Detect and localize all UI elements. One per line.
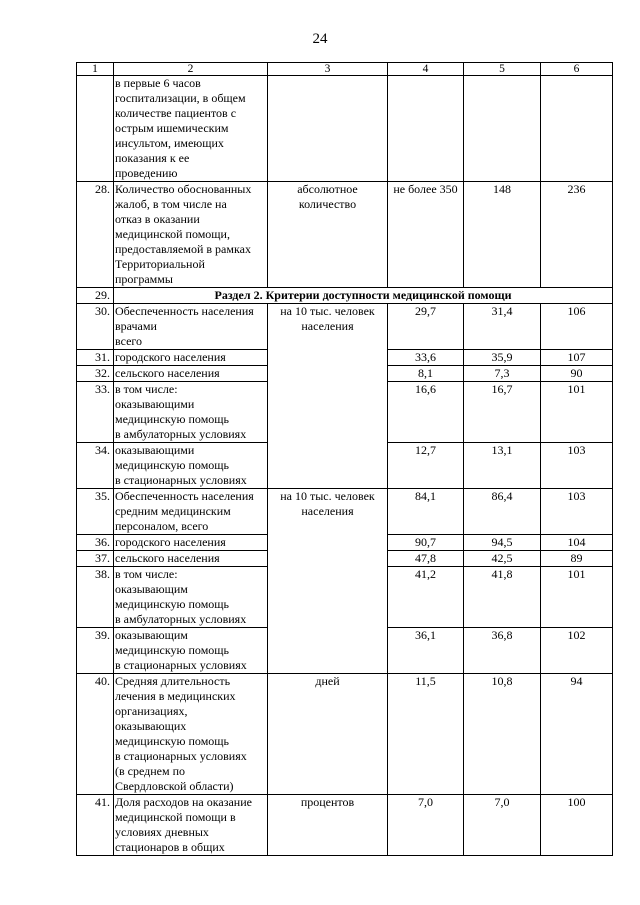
indicator-name [114, 366, 268, 382]
unit-cell [268, 674, 388, 795]
unit-cell [268, 182, 388, 288]
value-target: 84,1 [388, 489, 464, 535]
value-target: 41,2 [388, 567, 464, 628]
indicator-name [114, 382, 268, 443]
indicator-name-line: отказ в оказании [115, 212, 200, 226]
unit-line: на 10 тыс. человек [280, 304, 375, 318]
value-target: 8,1 [388, 366, 464, 382]
unit-cell [268, 76, 388, 182]
value-actual: 94,5 [464, 535, 541, 551]
section-row [77, 288, 613, 304]
value-percent: 103 [541, 443, 613, 489]
value-actual: 86,4 [464, 489, 541, 535]
indicator-name-line: медицинскую помощь [115, 412, 230, 426]
indicator-name-line: острым ишемическим [115, 121, 229, 135]
indicator-name-line: стационаров в общих [115, 840, 225, 854]
indicator-name-line: всего [115, 334, 143, 348]
value-actual [464, 76, 541, 182]
indicator-name-line: в стационарных условиях [115, 473, 247, 487]
indicator-name-line: врачами [115, 319, 157, 333]
value-target: 29,7 [388, 304, 464, 350]
table-row [77, 304, 613, 350]
table-row [77, 674, 613, 795]
indicator-name [114, 76, 268, 182]
value-percent: 90 [541, 366, 613, 382]
value-percent: 102 [541, 628, 613, 674]
indicator-name-line: городского населения [115, 535, 226, 549]
value-percent: 106 [541, 304, 613, 350]
row-number: 28. [77, 182, 114, 288]
section-title: Раздел 2. Критерии доступности медицинской помощи [114, 288, 613, 304]
row-number: 34. [77, 443, 114, 489]
indicator-name-line: Свердловской области) [115, 779, 234, 793]
indicator-name-line: показания к ее [115, 151, 190, 165]
unit-line: населения [301, 504, 354, 518]
indicator-name-line: оказывающим [115, 582, 188, 596]
row-number: 32. [77, 366, 114, 382]
indicator-name-line: оказывающих [115, 719, 187, 733]
value-percent: 103 [541, 489, 613, 535]
table-row [77, 795, 613, 856]
indicator-name-line: в стационарных условиях [115, 658, 247, 672]
indicator-name-line: лечения в медицинских [115, 689, 236, 703]
value-target: 11,5 [388, 674, 464, 795]
indicator-name [114, 489, 268, 535]
unit-cell [268, 795, 388, 856]
value-percent: 107 [541, 350, 613, 366]
value-actual: 35,9 [464, 350, 541, 366]
value-percent: 236 [541, 182, 613, 288]
value-actual: 42,5 [464, 551, 541, 567]
header-cell: 4 [388, 63, 464, 76]
indicator-name-line: медицинскую помощь [115, 734, 230, 748]
value-percent: 89 [541, 551, 613, 567]
indicator-name-line: (в среднем по [115, 764, 186, 778]
indicator-name-line: в том числе: [115, 382, 178, 396]
indicator-name-line: в амбулаторных условиях [115, 427, 247, 441]
indicator-name-line: Обеспеченность населения [115, 304, 254, 318]
row-number: 29. [77, 288, 114, 304]
indicator-name-line: городского населения [115, 350, 226, 364]
table-row [77, 489, 613, 535]
value-percent: 104 [541, 535, 613, 551]
row-number [77, 76, 114, 182]
indicator-name-line: оказывающими [115, 397, 195, 411]
unit-line: на 10 тыс. человек [280, 489, 375, 503]
value-target: 12,7 [388, 443, 464, 489]
indicator-name-line: инсультом, имеющих [115, 136, 224, 150]
value-actual: 7,3 [464, 366, 541, 382]
value-target: 33,6 [388, 350, 464, 366]
indicator-name-line: организациях, [115, 704, 188, 718]
indicator-name-line: медицинскую помощь [115, 458, 230, 472]
row-number: 39. [77, 628, 114, 674]
indicator-name-line: в стационарных условиях [115, 749, 247, 763]
indicator-name [114, 567, 268, 628]
indicator-name-line: средним медицинским [115, 504, 231, 518]
indicator-name [114, 304, 268, 350]
indicator-name-line: программы [115, 272, 173, 286]
indicator-name [114, 795, 268, 856]
unit-cell [268, 489, 388, 674]
value-actual: 31,4 [464, 304, 541, 350]
indicator-name-line: жалоб, в том числе на [115, 197, 227, 211]
row-number: 30. [77, 304, 114, 350]
indicator-name-line: Доля расходов на оказание [115, 795, 252, 809]
indicator-name-line: медицинскую помощь [115, 597, 230, 611]
value-target: 7,0 [388, 795, 464, 856]
indicator-name-line: сельского населения [115, 551, 220, 565]
unit-line: процентов [300, 795, 355, 809]
header-cell: 6 [541, 63, 613, 76]
value-percent: 101 [541, 382, 613, 443]
row-number: 37. [77, 551, 114, 567]
value-percent: 94 [541, 674, 613, 795]
value-percent: 101 [541, 567, 613, 628]
indicator-name-line: условиях дневных [115, 825, 209, 839]
row-number: 41. [77, 795, 114, 856]
indicator-name [114, 182, 268, 288]
indicator-name-line: предоставляемой в рамках [115, 242, 251, 256]
indicator-name-line: в амбулаторных условиях [115, 612, 247, 626]
row-number: 33. [77, 382, 114, 443]
indicator-name-line: медицинской помощи в [115, 810, 236, 824]
value-actual: 41,8 [464, 567, 541, 628]
value-actual: 7,0 [464, 795, 541, 856]
row-number: 36. [77, 535, 114, 551]
indicator-name-line: госпитализации, в общем [115, 91, 246, 105]
value-target: 90,7 [388, 535, 464, 551]
value-actual: 36,8 [464, 628, 541, 674]
value-target: не более 350 [388, 182, 464, 288]
value-percent: 100 [541, 795, 613, 856]
indicator-name [114, 350, 268, 366]
unit-cell [268, 304, 388, 489]
table-row [77, 182, 613, 288]
value-target: 47,8 [388, 551, 464, 567]
indicator-name-line: медицинскую помощь [115, 643, 230, 657]
value-percent [541, 76, 613, 182]
indicator-name-line: Средняя длительность [115, 674, 231, 688]
header-cell: 3 [268, 63, 388, 76]
indicator-name-line: Обеспеченность населения [115, 489, 254, 503]
indicator-name-line: персоналом, всего [115, 519, 209, 533]
value-target: 36,1 [388, 628, 464, 674]
header-cell: 2 [114, 63, 268, 76]
value-target [388, 76, 464, 182]
unit-line: количество [298, 197, 357, 211]
value-actual: 13,1 [464, 443, 541, 489]
row-number: 35. [77, 489, 114, 535]
row-number: 31. [77, 350, 114, 366]
table-row [77, 76, 613, 182]
value-actual: 16,7 [464, 382, 541, 443]
unit-line: абсолютное [297, 182, 358, 196]
header-cell: 1 [77, 63, 114, 76]
criteria-table [76, 62, 613, 856]
indicator-name-line: Территориальной [115, 257, 205, 271]
indicator-name-line: оказывающими [115, 443, 195, 457]
indicator-name [114, 443, 268, 489]
indicator-name [114, 551, 268, 567]
value-actual: 148 [464, 182, 541, 288]
indicator-name-line: проведению [115, 166, 178, 180]
indicator-name [114, 674, 268, 795]
indicator-name [114, 628, 268, 674]
page-number: 24 [312, 31, 328, 47]
indicator-name-line: медицинской помощи, [115, 227, 230, 241]
row-number: 38. [77, 567, 114, 628]
row-number: 40. [77, 674, 114, 795]
indicator-name-line: в том числе: [115, 567, 178, 581]
indicator-name-line: в первые 6 часов [115, 76, 201, 90]
indicator-name-line: сельского населения [115, 366, 220, 380]
indicator-name [114, 535, 268, 551]
indicator-name-line: Количество обоснованных [115, 182, 252, 196]
value-actual: 10,8 [464, 674, 541, 795]
indicator-name-line: количестве пациентов с [115, 106, 237, 120]
unit-line: дней [315, 674, 340, 688]
header-cell: 5 [464, 63, 541, 76]
table-header-row [77, 63, 613, 76]
indicator-name-line: оказывающим [115, 628, 188, 642]
unit-line: населения [301, 319, 354, 333]
value-target: 16,6 [388, 382, 464, 443]
